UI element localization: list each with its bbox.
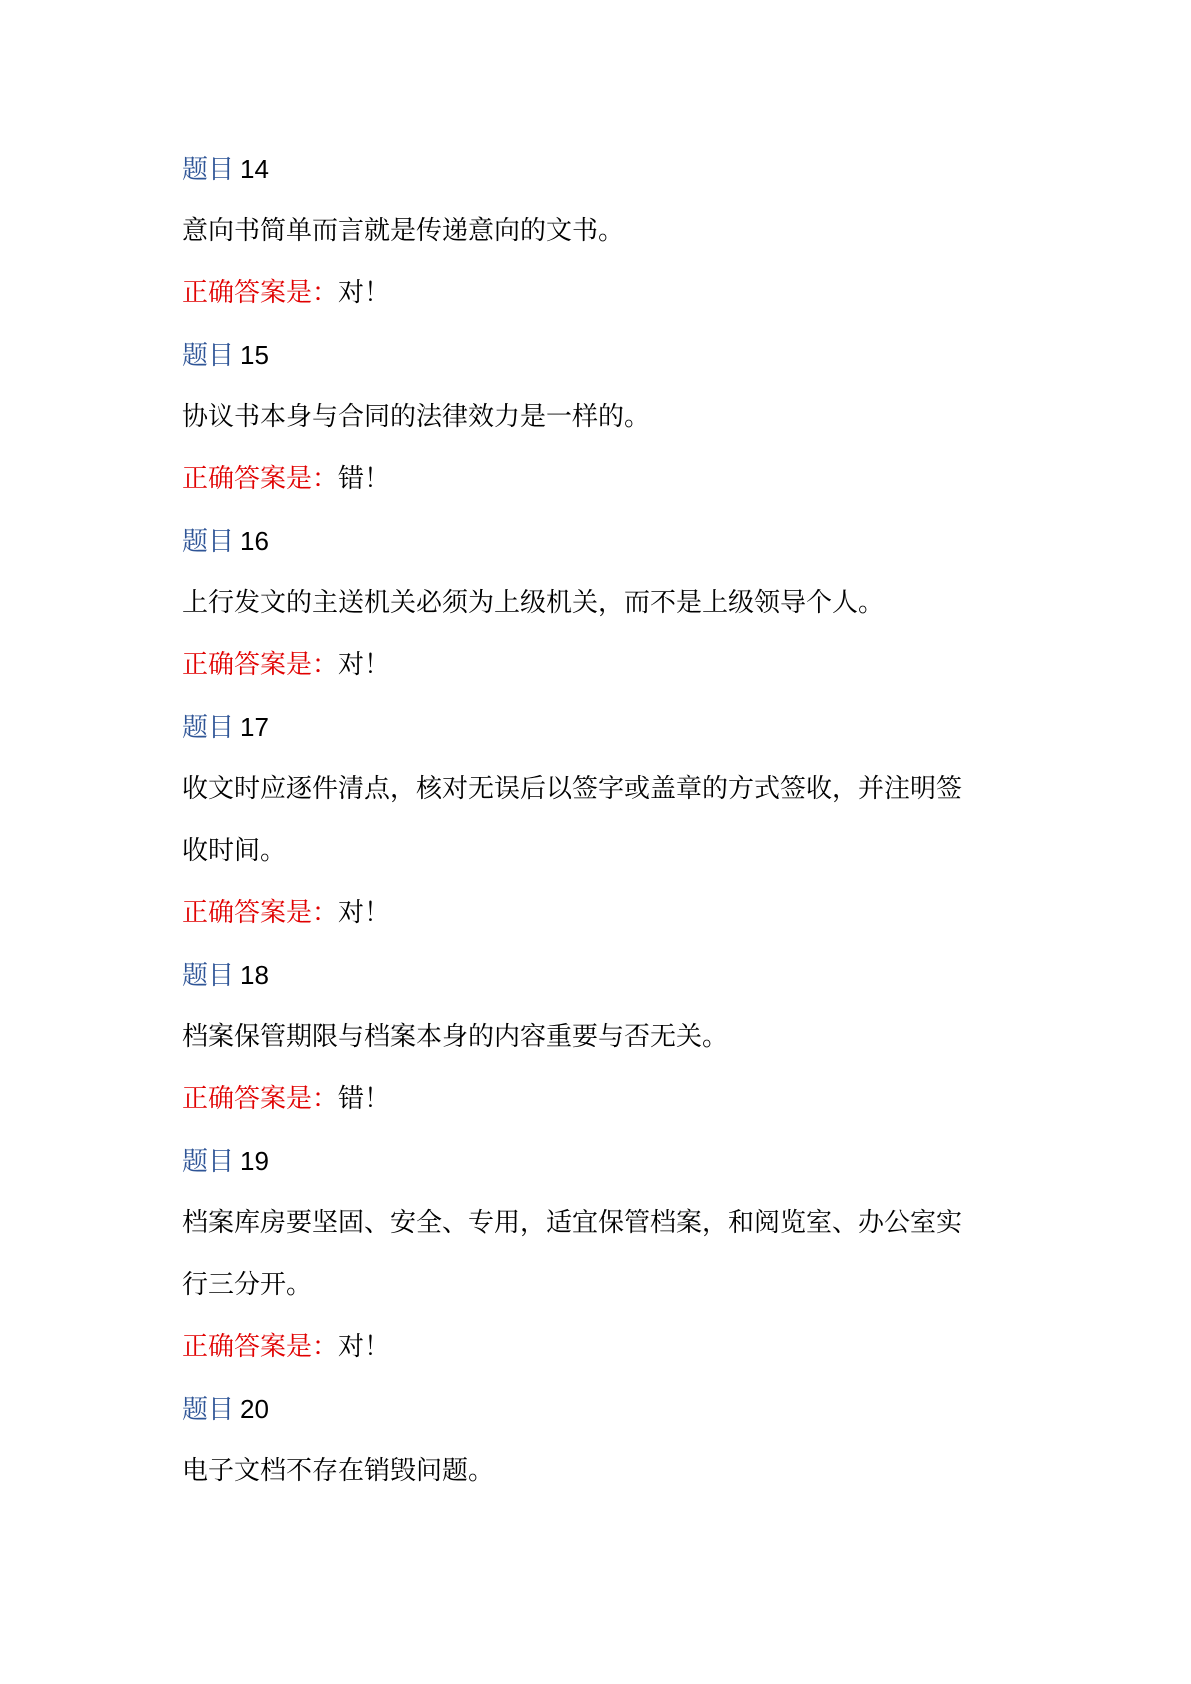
answer-value: 对！ (338, 898, 391, 928)
question-text: 档案库房要坚固、安全、专用，适宜保管档案，和阅览室、办公室实 (182, 1208, 963, 1238)
question-label: 题目 (182, 961, 235, 991)
answer-value: 对！ (338, 650, 391, 680)
answer-label: 正确答案是： (182, 464, 339, 494)
question-text-continued: 行三分开。 (182, 1270, 313, 1300)
question-text: 上行发文的主送机关必须为上级机关，而不是上级领导个人。 (182, 588, 885, 618)
question-text: 档案保管期限与档案本身的内容重要与否无关。 (182, 1022, 729, 1052)
answer-line (182, 1316, 1022, 1378)
question-number: 20 (240, 1394, 269, 1424)
question-text-continued: 收时间。 (182, 836, 287, 866)
question-number: 18 (240, 960, 269, 990)
question-label: 题目 (182, 341, 235, 371)
question-heading (182, 1378, 1022, 1440)
question-text: 意向书简单而言就是传递意向的文书。 (182, 216, 625, 246)
answer-label: 正确答案是： (182, 1332, 339, 1362)
answer-label: 正确答案是： (182, 898, 339, 928)
question-heading (182, 1130, 1022, 1192)
question-label: 题目 (182, 527, 235, 557)
question-list (182, 138, 1022, 1502)
question-heading (182, 510, 1022, 572)
question-heading (182, 138, 1022, 200)
question-number: 15 (240, 340, 269, 370)
question-text: 电子文档不存在销毁问题。 (182, 1456, 495, 1486)
question-number: 17 (240, 712, 269, 742)
question-label: 题目 (182, 713, 235, 743)
answer-label: 正确答案是： (182, 1084, 339, 1114)
answer-line (182, 882, 1022, 944)
answer-value: 对！ (338, 278, 391, 308)
question-text: 协议书本身与合同的法律效力是一样的。 (182, 402, 651, 432)
answer-line (182, 448, 1022, 510)
answer-value: 错！ (338, 1084, 391, 1114)
question-label: 题目 (182, 1147, 235, 1177)
question-number: 16 (240, 526, 269, 556)
question-heading (182, 324, 1022, 386)
question-heading (182, 944, 1022, 1006)
question-label: 题目 (182, 1395, 235, 1425)
answer-label: 正确答案是： (182, 278, 339, 308)
answer-line (182, 1068, 1022, 1130)
question-text: 收文时应逐件清点，核对无误后以签字或盖章的方式签收，并注明签 (182, 774, 963, 804)
answer-label: 正确答案是： (182, 650, 339, 680)
answer-value: 对！ (338, 1332, 391, 1362)
question-heading (182, 696, 1022, 758)
question-number: 14 (240, 154, 269, 184)
answer-value: 错！ (338, 464, 391, 494)
question-label: 题目 (182, 155, 235, 185)
answer-line (182, 634, 1022, 696)
answer-line (182, 262, 1022, 324)
question-number: 19 (240, 1146, 269, 1176)
